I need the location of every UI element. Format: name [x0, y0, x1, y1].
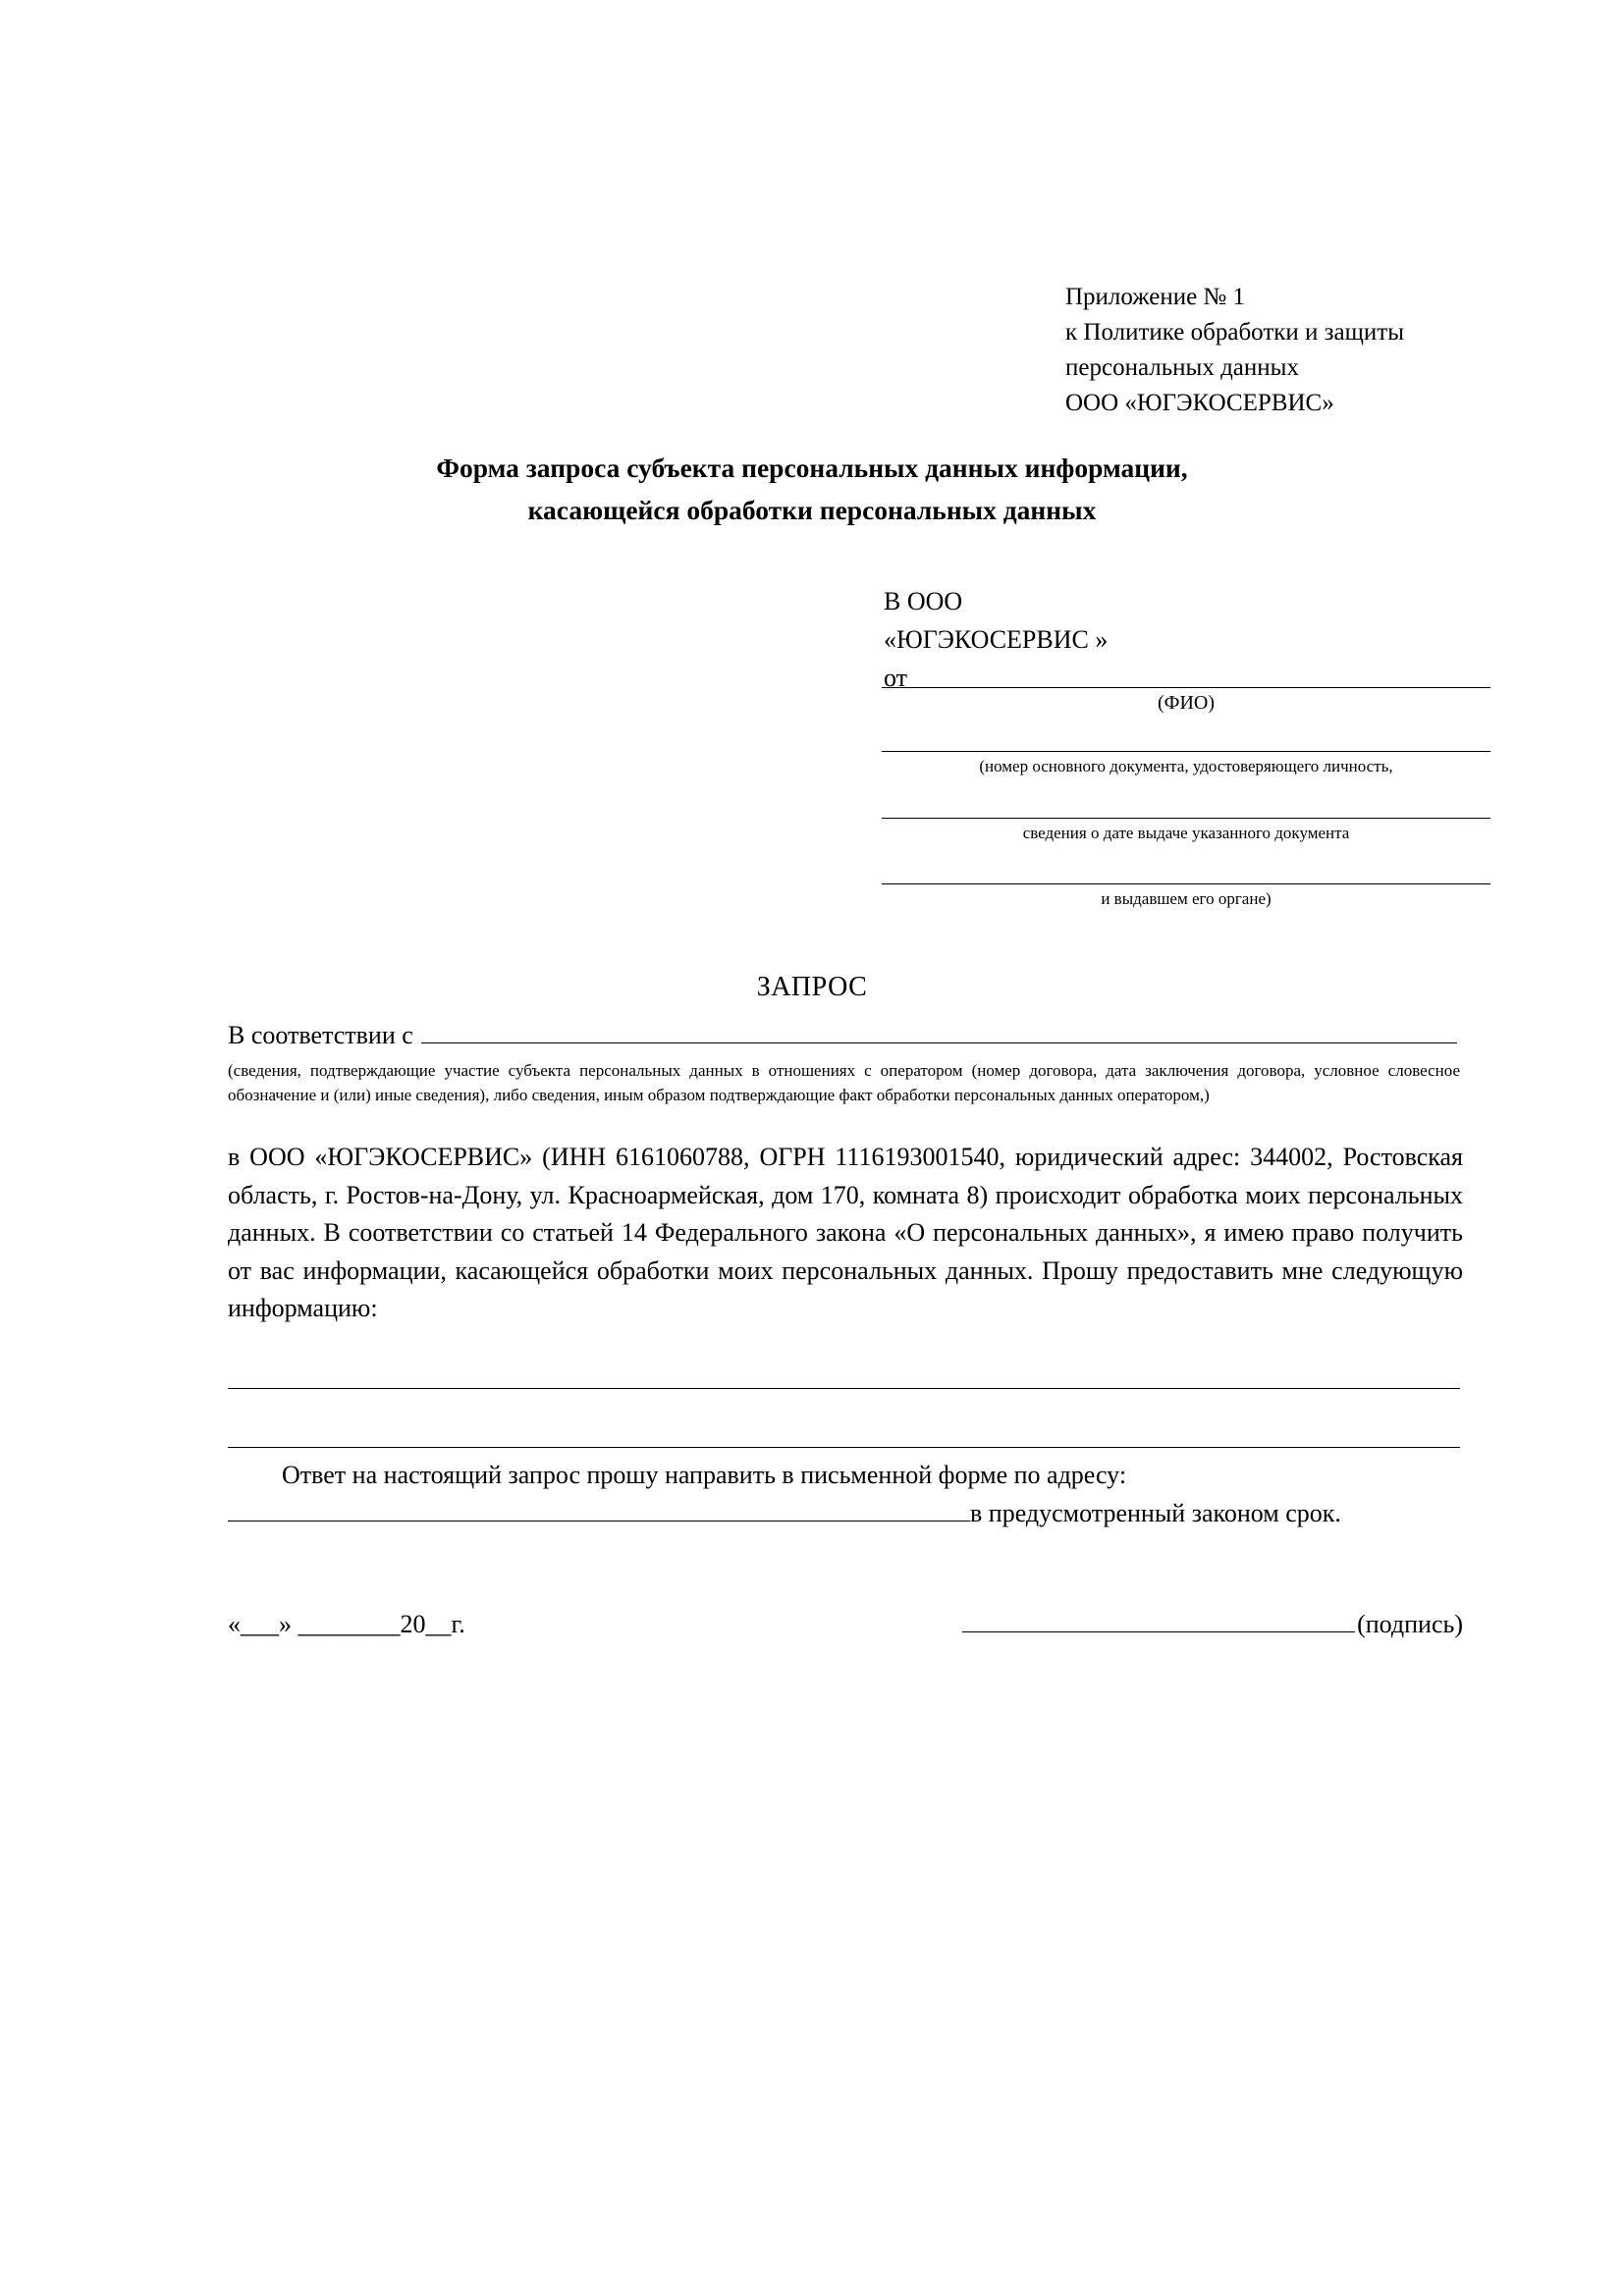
- explanatory-note: (сведения, подтверждающие участие субъекта персональных данных в отношениях с оператором (номер договора, дата заключения договора, условное словесное обозначение и (или) иные сведения), либо сведения, иным образом подтверждающие факт обработки персональных данных оператором,): [228, 1061, 1460, 1104]
- appendix-header-line-1: Приложение № 1: [1065, 284, 1246, 310]
- field-full-name-caption: (ФИО): [1157, 692, 1215, 714]
- field-document-number[interactable]: [882, 751, 1490, 778]
- reply-address-input-rule[interactable]: [228, 1499, 970, 1522]
- accordance-line: [228, 1021, 1457, 1050]
- addressee-line-3: от: [884, 664, 908, 692]
- appendix-header-line-2: к Политике обработки и защиты: [1065, 319, 1405, 346]
- reply-address-line: [228, 1494, 1463, 1532]
- signature-input-rule[interactable]: [962, 1610, 1355, 1632]
- field-issuing-authority-caption: и выдавшем его органе): [1101, 889, 1272, 908]
- field-document-number-caption: (номер основного документа, удостоверяющего личность,: [979, 757, 1393, 775]
- appendix-header: [1065, 280, 1576, 421]
- accordance-input-rule[interactable]: [421, 1021, 1457, 1043]
- field-document-date-caption: сведения о дате выдаче указанного документа: [1022, 824, 1350, 842]
- addressee-line-2: «ЮГЭКОСЕРВИС »: [884, 625, 1109, 654]
- field-document-date[interactable]: [882, 818, 1490, 845]
- answer-blank-rule-1[interactable]: [228, 1388, 1460, 1389]
- field-full-name[interactable]: [882, 687, 1490, 715]
- addressee-line-1: В ООО: [884, 587, 963, 615]
- page-title-line-1: Форма запроса субъекта персональных данных информации,: [436, 453, 1188, 483]
- signature-date[interactable]: «___» ________20__г.: [228, 1610, 465, 1638]
- request-heading: ЗАПРОС: [756, 972, 868, 1002]
- signature-area: [962, 1610, 1463, 1639]
- appendix-header-line-4: ООО «ЮГЭКОСЕРВИС»: [1065, 390, 1334, 416]
- accordance-label: В соответствии с: [228, 1021, 413, 1049]
- body-paragraph: в ООО «ЮГЭКОСЕРВИС» (ИНН 6161060788, ОГРН 1116193001540, юридический адрес: 344002, Ростовская область, г. Ростов-на-Дону, ул. Красноармейская, дом 170, комната 8) происходит обработка моих персональных данных. В соответствии со статьей 14 Федерального закона «О персональных данных», я имею право получить от вас информации, касающейся обработки моих персональных данных. Прошу предоставить мне следующую информацию:: [228, 1143, 1463, 1322]
- answer-blank-rule-2[interactable]: [228, 1447, 1460, 1448]
- page-title-line-2: касающейся обработки персональных данных: [527, 495, 1097, 525]
- page-title: [223, 447, 1401, 531]
- signature-row: [228, 1610, 1463, 1639]
- appendix-header-line-3: персональных данных: [1065, 354, 1299, 381]
- reply-sentence: Ответ на настоящий запрос прошу направить в письменной форме по адресу:: [282, 1461, 1127, 1489]
- signature-label: (подпись): [1357, 1610, 1463, 1638]
- reply-address-tail: в предусмотренный законом срок.: [970, 1499, 1341, 1527]
- field-issuing-authority[interactable]: [882, 883, 1490, 911]
- addressee-block: [884, 582, 1492, 697]
